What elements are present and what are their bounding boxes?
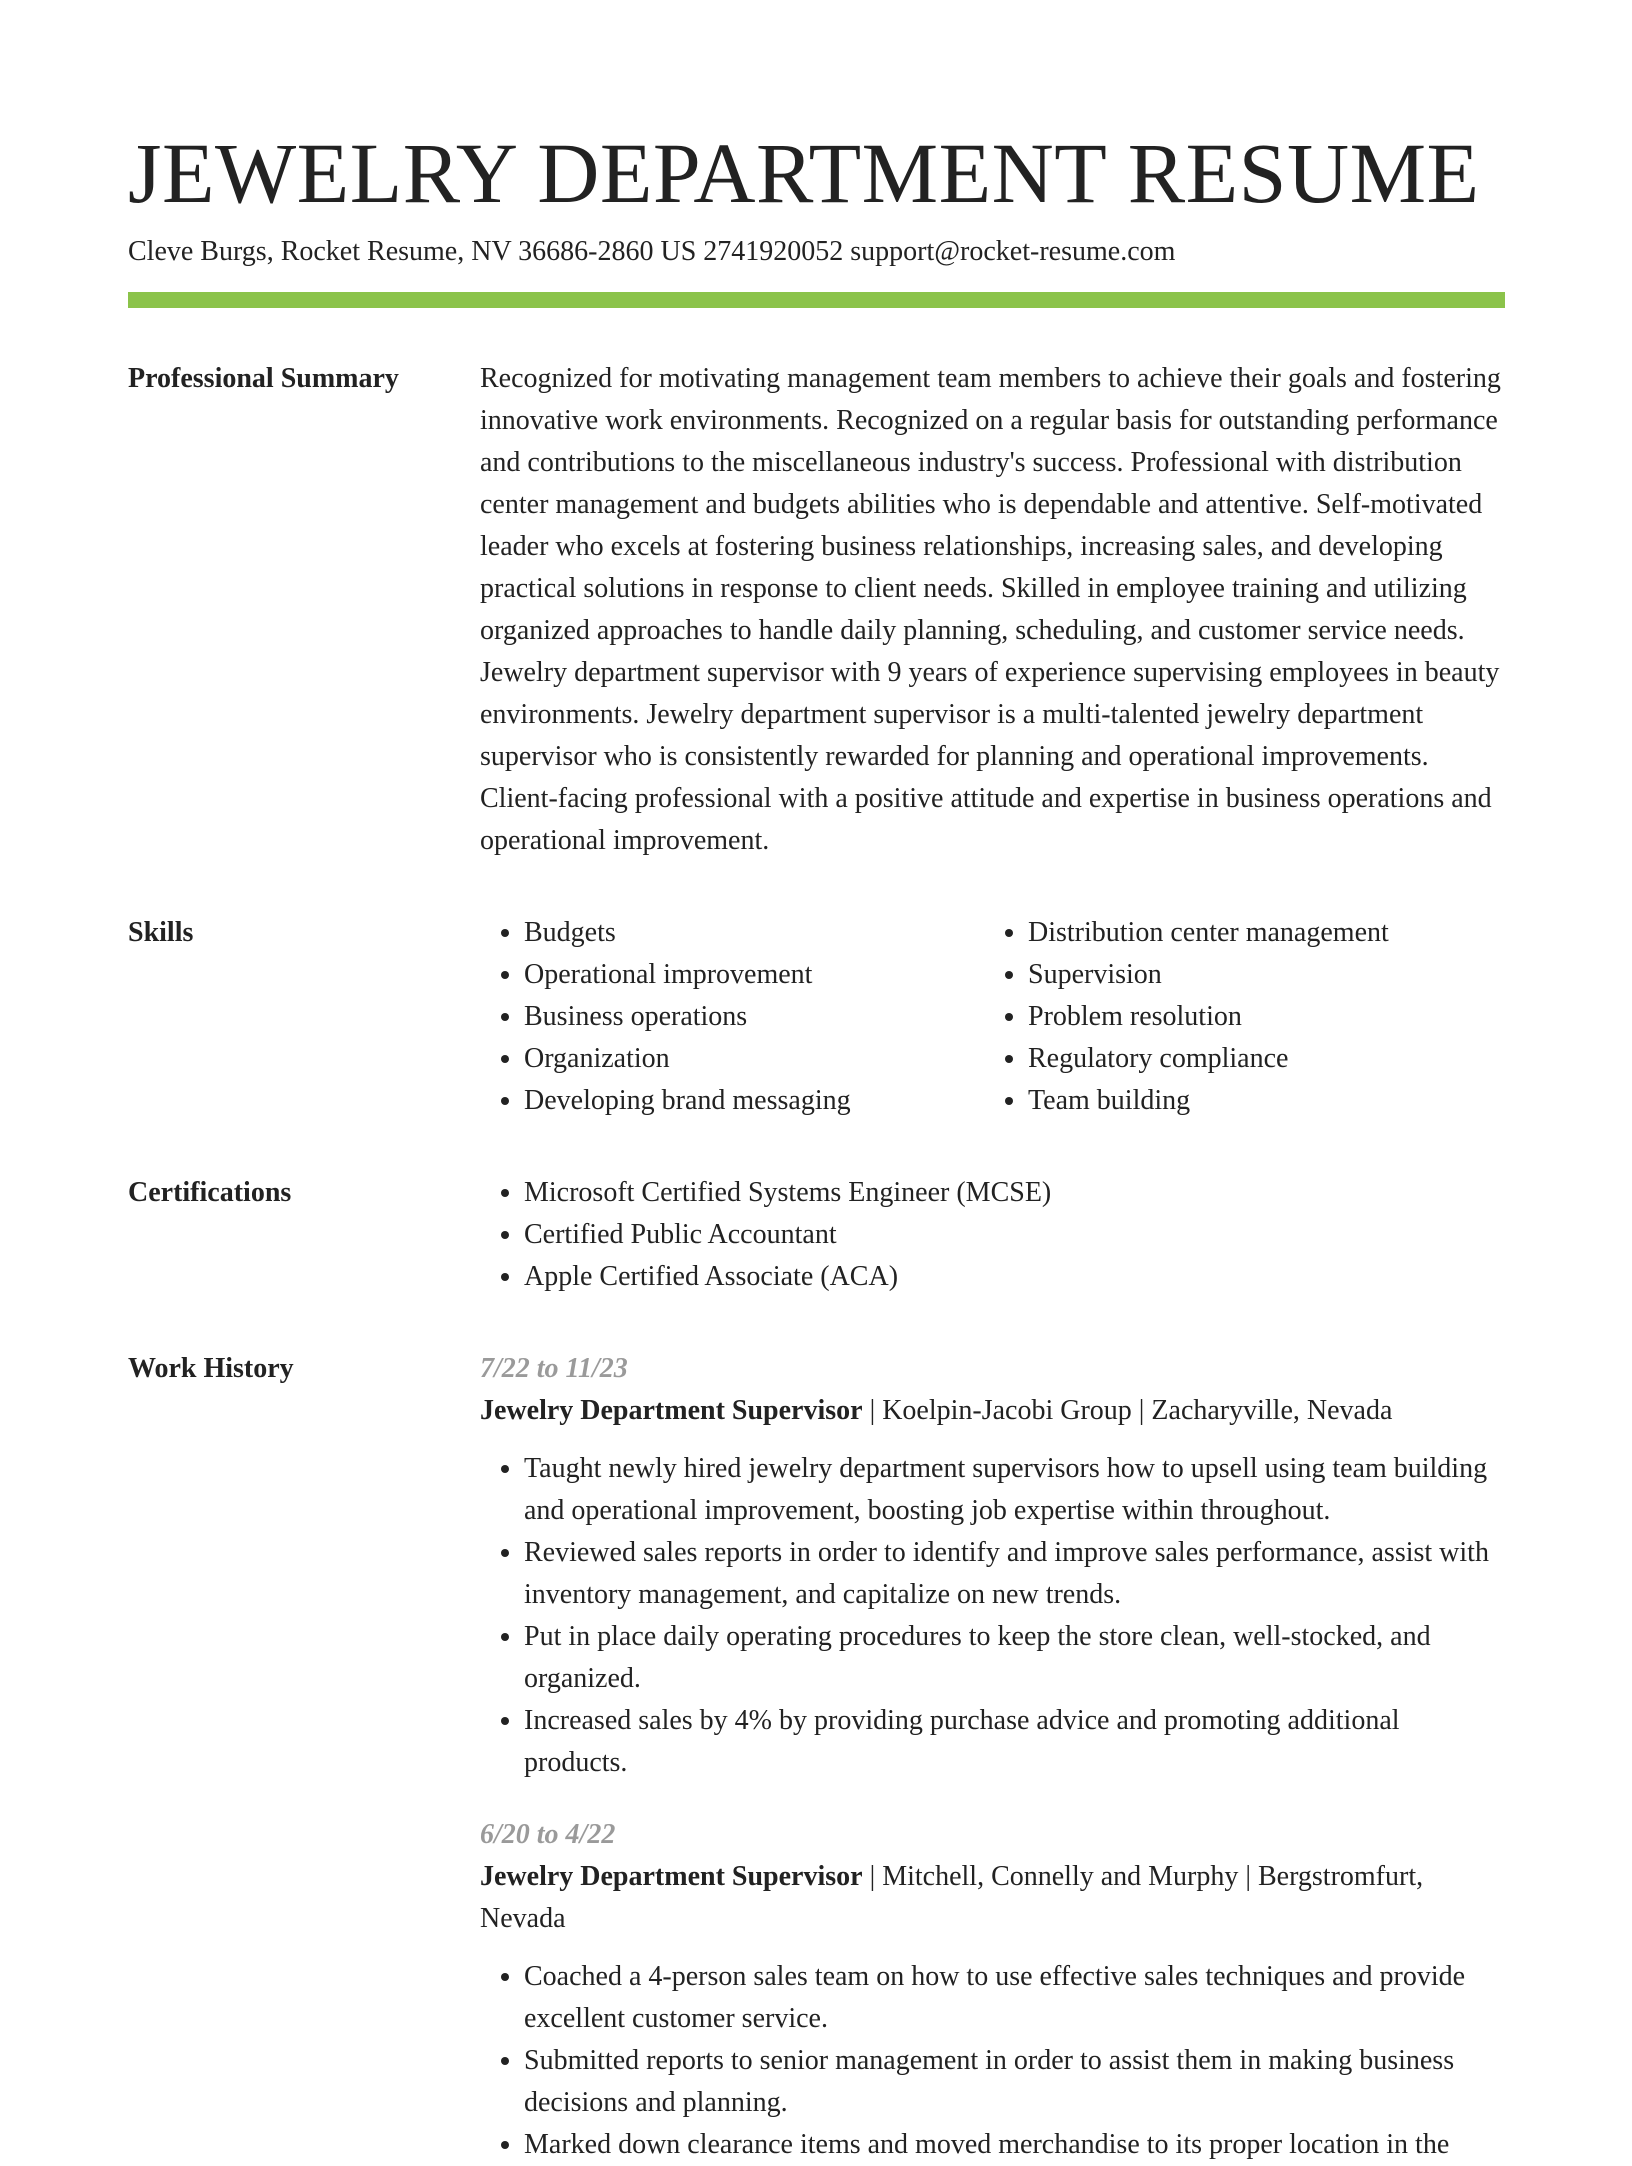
section-label: Certifications [128,1177,292,1208]
list-item: • Regulatory compliance [1028,1038,1508,1080]
list-item: • Certified Public Accountant [524,1214,1505,1256]
list-item: • Increased sales by 4% by providing purchase advice and promoting additional products. [524,1700,1505,1784]
list-item: • Team building [1028,1080,1508,1122]
list-item: • Coached a 4-person sales team on how to use effective sales techniques and provide excellent customer service. [524,1956,1505,2040]
list-item: • Taught newly hired jewelry department supervisors how to upsell using team building and operational improvement, boosting job expertise within throughout. [524,1448,1505,1532]
section-skills [128,912,1505,1122]
job-dates: 7/22 to 11/23 [480,1353,628,1384]
list-item: • Organization [524,1038,984,1080]
job-heading [480,1390,1505,1432]
summary-text: Recognized for motivating management team members to achieve their goals and fostering innovative work environments. Recognized on a regular basis for outstanding performance and contributions to the miscellaneous industry's success. Professional with distribution center management and budgets abilities who is dependable and attentive. Self-motivated leader who excels at fostering business relationships, increasing sales, and developing practical solutions in response to client needs. Skilled in employee training and utilizing organized approaches to handle daily planning, scheduling, and customer service needs. Jewelry department supervisor with 9 years of experience supervising employees in beauty environments. Jewelry department supervisor is a multi-talented jewelry department supervisor who is consistently rewarded for planning and operational improvements. Client-facing professional with a positive attitude and expertise in business operations and operational improvement. [480,363,1501,856]
job-dates: 6/20 to 4/22 [480,1819,616,1850]
job-entry [480,1348,1505,1784]
list-item: • Reviewed sales reports in order to identify and improve sales performance, assist with inventory management, and capitalize on new trends. [524,1532,1505,1616]
list-item: • Business operations [524,996,984,1038]
list-item: • Problem resolution [1028,996,1508,1038]
job-details: | Koelpin-Jacobi Group | Zacharyville, Nevada [862,1395,1393,1426]
section-label: Work History [128,1353,294,1384]
certifications-list [480,1172,1505,1298]
list-item: • Operational improvement [524,954,984,996]
list-item: • Developing brand messaging [524,1080,984,1122]
resume-page [128,120,1505,2166]
contact-line: Cleve Burgs, Rocket Resume, NV 36686-2860 US 2741920052 support@rocket-resume.com [128,236,1176,267]
job-details: | Mitchell, Connelly and Murphy | Bergstromfurt, Nevada [480,1861,1424,1934]
job-title: Jewelry Department Supervisor [480,1861,863,1892]
list-item: • Submitted reports to senior management in order to assist them in making business decisions and planning. [524,2040,1505,2124]
resume-title: JEWELRY DEPARTMENT RESUME [128,125,1480,221]
job-heading [480,1856,1505,1940]
list-item: • Marked down clearance items and moved merchandise to its proper location in the [524,2124,1505,2166]
work-history-body [480,1348,1505,2166]
list-item: • Put in place daily operating procedures to keep the store clean, well-stocked, and organized. [524,1616,1505,1700]
section-work-history [128,1348,1505,2166]
job-bullets [480,1956,1505,2166]
skills-grid [480,912,1508,1122]
skills-list-left [480,912,984,1122]
job-entry [480,1814,1505,2166]
section-professional-summary [128,358,1505,862]
job-title: Jewelry Department Supervisor [480,1395,863,1426]
accent-divider [128,292,1505,308]
list-item: • Distribution center management [1028,912,1508,954]
list-item: • Budgets [524,912,984,954]
list-item: • Supervision [1028,954,1508,996]
section-label: Skills [128,917,194,948]
certifications-body [480,1172,1505,1298]
list-item: • Microsoft Certified Systems Engineer (MCSE) [524,1172,1505,1214]
section-certifications [128,1172,1505,1298]
skills-list-right [984,912,1508,1122]
section-label: Professional Summary [128,363,399,394]
job-bullets [480,1448,1505,1784]
list-item: • Apple Certified Associate (ACA) [524,1256,1505,1298]
